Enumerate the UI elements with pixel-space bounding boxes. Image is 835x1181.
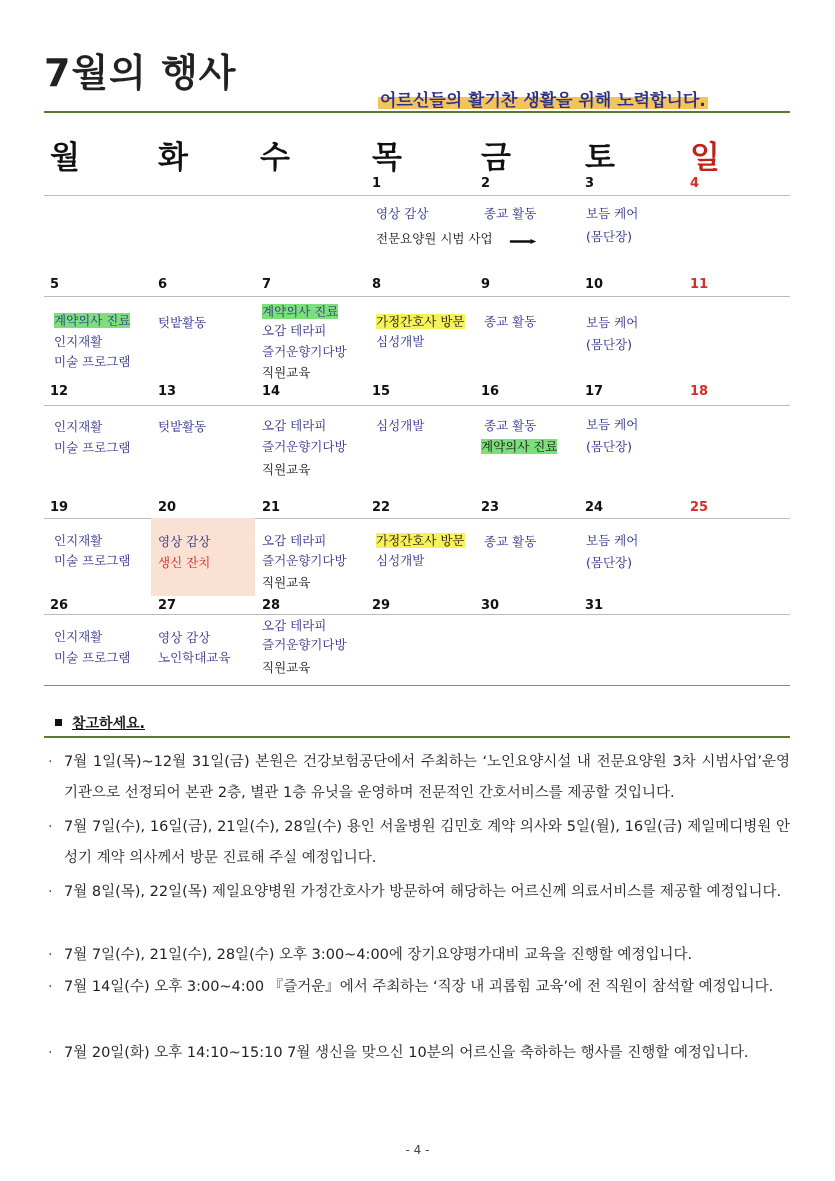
page-title: 7월의 행사 [44,51,237,95]
date-cell: 9 [481,277,491,292]
note-text: 7월 8일(목), 22일(목) 제일요양병원 가정간호사가 방문하여 해당하는 어르신께 의료서비스를 제공할 예정입니다. [64,884,782,900]
date-cell: 24 [585,500,604,515]
date-cell: 8 [372,277,382,292]
bullet-icon: · [48,819,53,835]
date-cell: 30 [481,598,500,613]
note-item [48,877,790,908]
calendar-event: 생신 잔치 [158,555,211,570]
calendar-event: 인지재활 [54,629,103,644]
calendar-event: 즐거운향기다방 [262,637,347,652]
date-cell: 28 [262,598,281,613]
calendar-event: 오감 테라피 [262,418,327,433]
calendar-event: 가정간호사 방문 [376,314,465,329]
date-cell: 11 [690,277,709,292]
date-cell: 19 [50,500,69,515]
date-cell: 18 [690,384,709,399]
date-cell: 23 [481,500,500,515]
note-item [48,972,790,1003]
date-cell: 13 [158,384,177,399]
weekday-mon: 월 [50,140,80,176]
calendar-event: 종교 활동 [484,314,537,329]
date-cell: 5 [50,277,60,292]
date-cell: 25 [690,500,709,515]
calendar-event: 텃밭활동 [158,315,207,330]
calendar-event: 보듬 케어 [586,206,639,221]
calendar-event: 전문요양원 시범 사업 [376,231,493,246]
date-cell: 7 [262,277,272,292]
calendar-event: 보듬 케어 [586,417,639,432]
date-cell: 3 [585,176,595,191]
calendar-event: 오감 테라피 [262,533,327,548]
date-cell: 31 [585,598,604,613]
notes-rule [44,736,790,738]
date-cell: 14 [262,384,281,399]
header-rule [44,111,790,113]
date-cell: 10 [585,277,604,292]
calendar-event: 종교 활동 [484,534,537,549]
date-cell: 26 [50,598,69,613]
row-divider [44,195,790,196]
calendar-event: 오감 테라피 [262,618,327,633]
calendar-event: 계약의사 진료 [481,439,558,454]
notes-heading-label: 참고하세요. [72,716,145,732]
date-cell: 17 [585,384,604,399]
note-text: 7월 7일(수), 21일(수), 28일(수) 오후 3:00~4:00에 장기요양평가대비 교육을 진행할 예정입니다. [64,947,693,963]
row-divider [44,405,790,406]
calendar-event: 즐거운향기다방 [262,344,347,359]
note-text: 7월 20일(화) 오후 14:10~15:10 7월 생신을 맞으신 10분의 어르신을 축하하는 행사를 진행할 예정입니다. [64,1045,749,1061]
note-item [48,747,790,809]
note-item [48,940,790,971]
calendar-event: 심성개발 [376,334,425,349]
calendar-event: 미술 프로그램 [54,650,131,665]
calendar-event: 미술 프로그램 [54,440,131,455]
calendar-event: 텃밭활동 [158,419,207,434]
calendar-event: 오감 테라피 [262,323,327,338]
calendar-event: (몸단장) [586,229,632,244]
calendar-event: 직원교육 [262,660,311,675]
slogan: 어르신들의 활기찬 생활을 위해 노력합니다. [378,86,708,111]
calendar-event: 노인학대교육 [158,650,231,665]
calendar-event: 즐거운향기다방 [262,439,347,454]
calendar-event: (몸단장) [586,555,632,570]
weekday-sat: 토 [585,140,615,176]
calendar-event: 계약의사 진료 [262,304,339,319]
date-cell: 6 [158,277,168,292]
page-number: - 4 - [405,1143,430,1157]
note-text: 7월 7일(수), 16일(금), 21일(수), 28일(수) 용인 서울병원 김민호 계약 의사와 5일(월), 16일(금) 제일메디병원 안성기 계약 의사께서 방문 진료해 주실 예정입니다. [64,819,790,866]
note-text: 7월 1일(목)~12월 31일(금) 본원은 건강보험공단에서 주최하는 ‘노인요양시설 내 전문요양원 3차 시범사업’운영기관으로 선정되어 본관 2층, 별관 1층 유닛을 운영하며 전문적인 간호서비스를 제공할 것입니다. [64,754,790,801]
calendar-event: 가정간호사 방문 [376,533,465,548]
date-cell: 27 [158,598,177,613]
notes-heading [55,713,145,733]
weekday-wed: 수 [260,140,290,176]
bullet-icon: · [48,979,53,995]
calendar-event: (몸단장) [586,337,632,352]
calendar-event: 계약의사 진료 [54,313,131,328]
calendar-event: 종교 활동 [484,418,537,433]
calendar-event: 직원교육 [262,462,311,477]
row-divider [44,296,790,297]
note-text: 7월 14일(수) 오후 3:00~4:00 『즐거운』에서 주최하는 ‘직장 내 괴롭힘 교육’에 전 직원이 참석할 예정입니다. [64,979,774,995]
date-cell: 1 [372,176,382,191]
date-cell: 29 [372,598,391,613]
calendar-event: 인지재활 [54,533,103,548]
date-cell: 16 [481,384,500,399]
calendar-event: 미술 프로그램 [54,354,131,369]
note-item [48,812,790,874]
calendar-event: 인지재활 [54,419,103,434]
calendar-bottom-rule [44,685,790,686]
calendar-event: 심성개발 [376,553,425,568]
weekday-sun: 일 [690,140,720,176]
calendar-event: 영상 감상 [158,534,211,549]
note-item [48,1038,790,1069]
calendar-event: 보듬 케어 [586,315,639,330]
date-cell: 20 [158,500,177,515]
row-divider [44,614,790,615]
date-cell: 4 [690,176,700,191]
weekday-thu: 목 [372,140,402,176]
date-cell: 15 [372,384,391,399]
calendar-event: 인지재활 [54,334,103,349]
calendar-event: 영상 감상 [376,206,429,221]
calendar-event: (몸단장) [586,439,632,454]
date-cell: 12 [50,384,69,399]
weekday-fri: 금 [481,140,511,176]
calendar-event: 미술 프로그램 [54,553,131,568]
weekday-tue: 화 [158,140,188,176]
calendar-event: 종교 활동 [484,206,537,221]
calendar-event: 직원교육 [262,365,311,380]
calendar-event: 직원교육 [262,575,311,590]
bullet-icon: · [48,947,53,963]
bullet-icon: · [48,884,53,900]
calendar-event: 즐거운향기다방 [262,553,347,568]
square-bullet-icon [55,719,62,726]
date-cell: 21 [262,500,281,515]
calendar-event: 영상 감상 [158,630,211,645]
bullet-icon: · [48,1045,53,1061]
bullet-icon: · [48,754,53,770]
arrow-right-icon [502,239,544,244]
date-cell: 22 [372,500,391,515]
calendar-event: 보듬 케어 [586,533,639,548]
date-cell: 2 [481,176,491,191]
calendar-event: 심성개발 [376,418,425,433]
